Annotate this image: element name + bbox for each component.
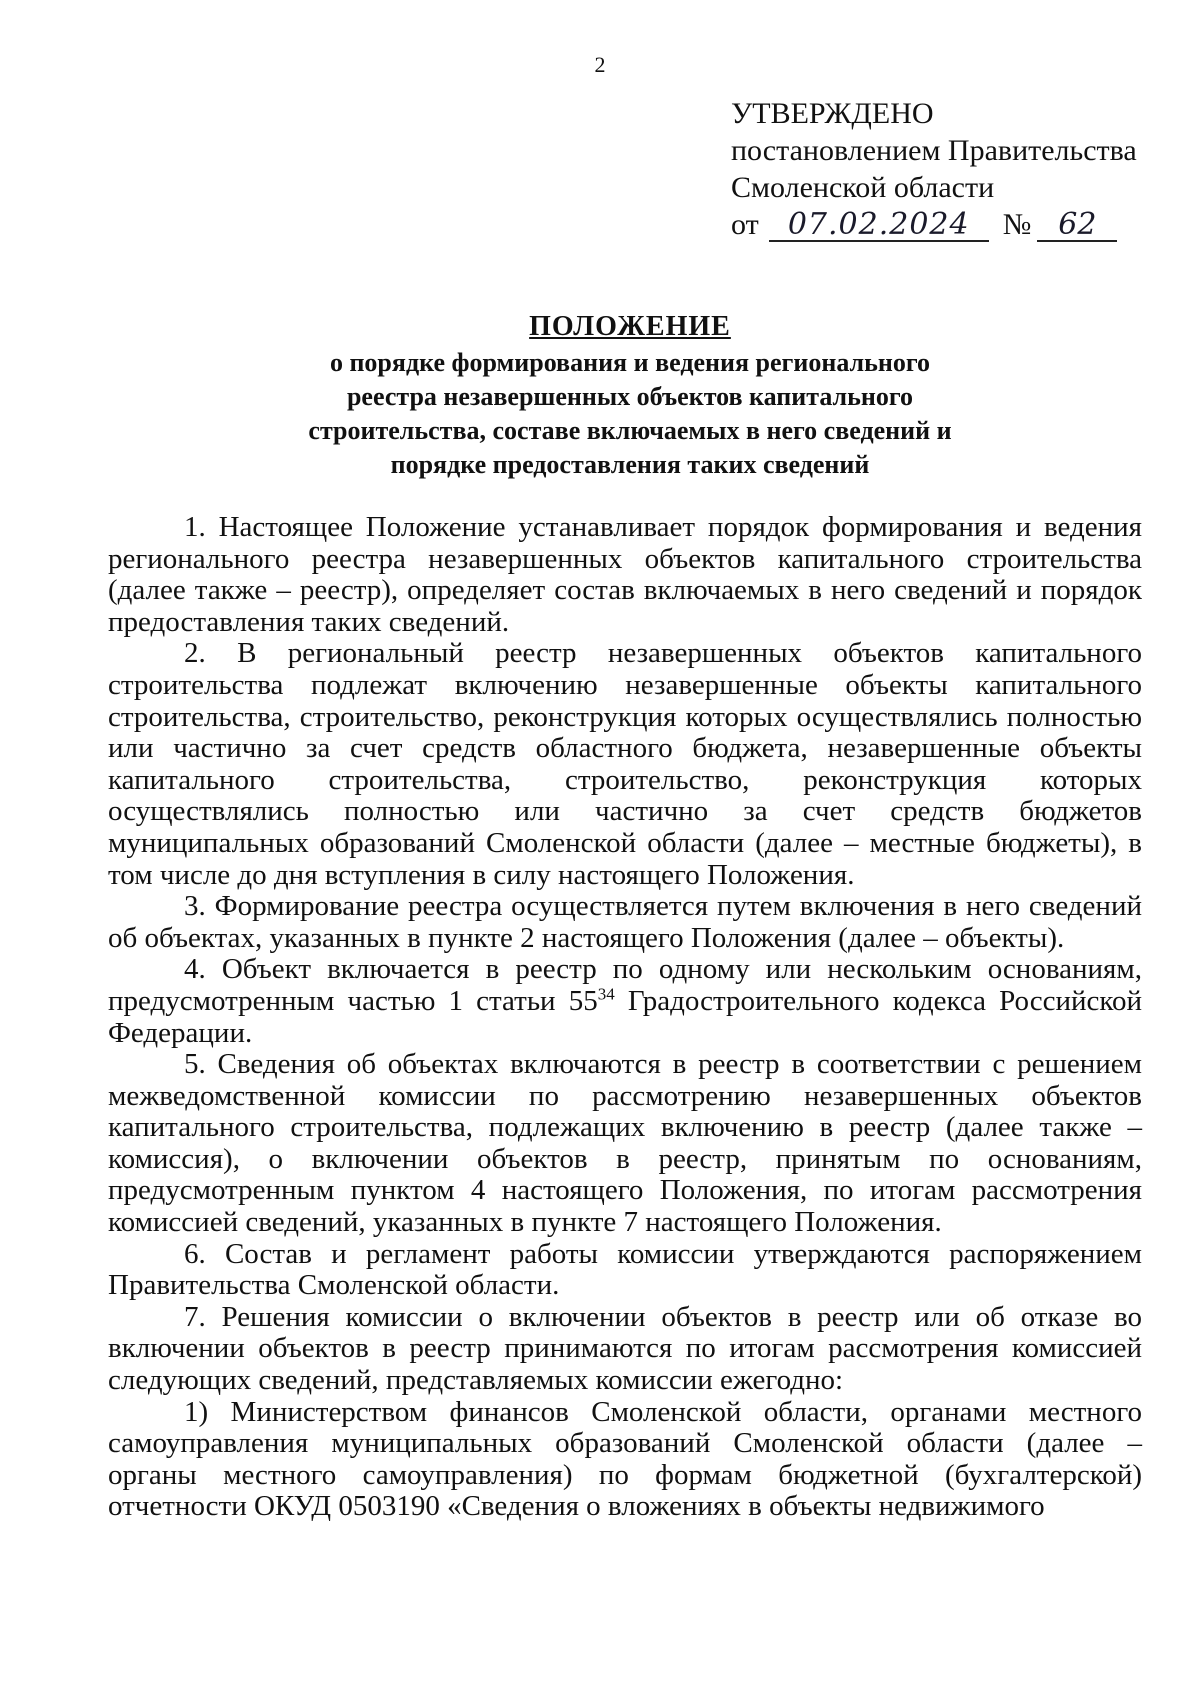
approval-title: УТВЕРЖДЕНО	[731, 97, 934, 130]
title-line-4: порядке предоставления таких сведений	[390, 450, 870, 479]
title-line-2: реестра незавершенных объектов капитального	[346, 382, 914, 411]
approval-stamp-block	[731, 95, 1171, 243]
document-body	[108, 512, 1142, 1523]
paragraph-2: 2. В региональный реестр незавершенных объектов капитального строительства подлежат включению незавершенные объекты капитального строительства, строительство, реконструкция которых осуществлялись полностью или частично за счет средств областного бюджета, незавершенные объекты капитального строительства, строительство, реконструкция которых осуществлялись полностью или частично за счет средств бюджетов муниципальных образований Смоленской области (далее – местные бюджеты), в том числе до дня вступления в силу настоящего Положения.	[108, 637, 1142, 891]
title-line-3: строительства, составе включаемых в него сведений и	[308, 416, 952, 445]
paragraph-4-text-a: 4. Объект включается в реестр по одному или нескольким основаниям, предусмотренным частью 1 статьи 55	[108, 953, 1142, 1017]
paragraph-5: 5. Сведения об объектах включаются в реестр в соответствии с решением межведомственной комиссии по рассмотрению незавершенных объектов капитального строительства, подлежащих включению в реестр (далее также – комиссия), о включении объектов в реестр, принятым по основаниям, предусмотренным пунктом 4 настоящего Положения, по итогам рассмотрения комиссией сведений, указанных в пункте 7 настоящего Положения.	[108, 1048, 1142, 1239]
paragraph-4	[108, 954, 1142, 1049]
paragraph-1: 1. Настоящее Положение устанавливает порядок формирования и ведения регионального реестра незавершенных объектов капитального строительства (далее также – реестр), определяет состав включаемых в него сведений и порядок предоставления таких сведений.	[108, 511, 1142, 638]
approval-line-2: Смоленской области	[731, 171, 995, 204]
paragraph-7-item-1: 1) Министерством финансов Смоленской области, органами местного самоуправления муниципальных образований Смоленской области (далее – органы местного самоуправления) по формам бюджетной (бухгалтерской) отчетности ОКУД 0503190 «Сведения о вложениях в объекты недвижимого	[108, 1395, 1142, 1523]
title-line-1: о порядке формирования и ведения регионального	[329, 348, 931, 377]
paragraph-3: 3. Формирование реестра осуществляется путем включения в него сведений об объектах, указанных в пункте 2 настоящего Положения (далее – объекты).	[108, 890, 1142, 954]
approval-date-number-line	[731, 206, 1171, 243]
page-number: 2	[594, 52, 606, 77]
document-title-block	[150, 310, 1110, 482]
article-superscript: 34	[597, 984, 615, 1004]
document-heading: ПОЛОЖЕНИЕ	[529, 311, 731, 342]
number-label: №	[1002, 208, 1032, 241]
handwritten-date: 07.02.2024	[769, 210, 989, 242]
paragraph-6: 6. Состав и регламент работы комиссии утверждаются распоряжением Правительства Смоленской области.	[108, 1237, 1142, 1302]
paragraph-7: 7. Решения комиссии о включении объектов в реестр или об отказе во включении объектов в реестр принимаются по итогам рассмотрения комиссией следующих сведений, представляемых комиссии ежегодно:	[108, 1300, 1142, 1397]
from-label: от	[731, 208, 759, 241]
approval-line-1: постановлением Правительства	[731, 134, 1137, 167]
handwritten-number: 62	[1037, 210, 1117, 242]
paragraph-4-text-b: Градостроительного кодекса Российской Федерации.	[108, 984, 1142, 1049]
